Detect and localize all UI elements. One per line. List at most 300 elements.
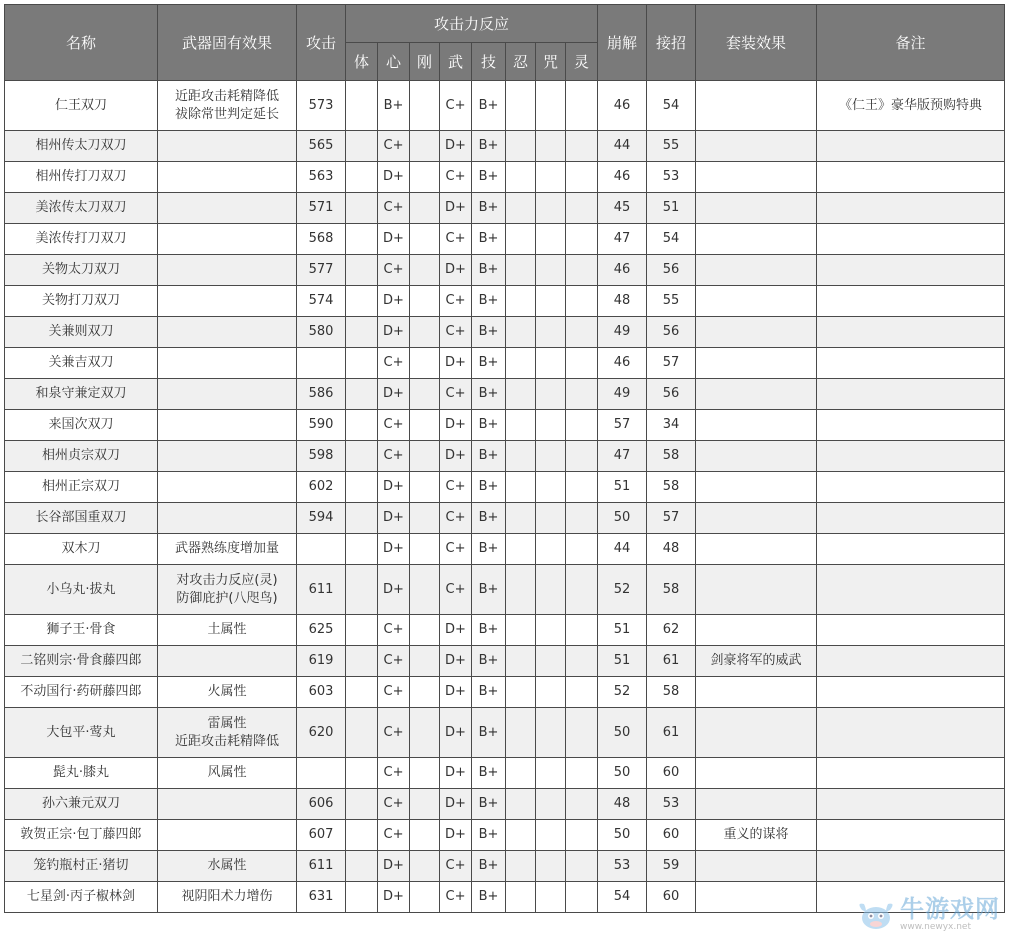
table-row	[5, 851, 1005, 882]
weapon-effect	[158, 81, 297, 131]
stat-grade	[410, 379, 440, 410]
break-value: 50	[598, 758, 647, 789]
table-row	[5, 472, 1005, 503]
header-parry: 接招	[647, 5, 696, 81]
stat-grade	[506, 882, 536, 913]
stat-grade	[506, 81, 536, 131]
stat-grade	[536, 677, 566, 708]
stat-grade	[346, 193, 378, 224]
note	[817, 286, 1005, 317]
effect-line: 视阴阳术力增伤	[181, 889, 273, 904]
stat-grade: B+	[472, 317, 506, 348]
weapon-name: 双木刀	[5, 534, 158, 565]
stat-grade: C+	[378, 615, 410, 646]
stat-grade	[506, 565, 536, 615]
stat-grade: C+	[440, 851, 472, 882]
stat-grade	[566, 851, 598, 882]
note	[817, 162, 1005, 193]
stat-grade	[566, 162, 598, 193]
stat-grade	[506, 534, 536, 565]
stat-grade: B+	[472, 615, 506, 646]
note	[817, 789, 1005, 820]
parry-value: 55	[647, 286, 696, 317]
stat-grade	[506, 472, 536, 503]
parry-value: 59	[647, 851, 696, 882]
stat-grade	[536, 348, 566, 379]
attack-value: 625	[297, 615, 346, 646]
break-value: 47	[598, 224, 647, 255]
table-row	[5, 193, 1005, 224]
stat-grade	[536, 162, 566, 193]
table-row	[5, 131, 1005, 162]
stat-grade: D+	[378, 224, 410, 255]
weapon-name: 大包平·莺丸	[5, 708, 158, 758]
note	[817, 348, 1005, 379]
stat-grade	[566, 758, 598, 789]
stat-grade: D+	[440, 131, 472, 162]
table-row	[5, 534, 1005, 565]
note	[817, 820, 1005, 851]
stat-grade	[506, 758, 536, 789]
break-value: 51	[598, 646, 647, 677]
stat-grade: D+	[440, 193, 472, 224]
weapon-name: 来国次双刀	[5, 410, 158, 441]
stat-grade	[506, 503, 536, 534]
note	[817, 410, 1005, 441]
break-value: 57	[598, 410, 647, 441]
weapon-effect	[158, 162, 297, 193]
stat-grade	[410, 646, 440, 677]
break-value: 51	[598, 615, 647, 646]
note	[817, 758, 1005, 789]
table-row	[5, 758, 1005, 789]
weapon-name: 关兼吉双刀	[5, 348, 158, 379]
effect-line: 武器熟练度增加量	[174, 541, 279, 556]
attack-value	[297, 348, 346, 379]
note	[817, 677, 1005, 708]
set-effect	[696, 758, 817, 789]
stat-grade	[346, 162, 378, 193]
stat-grade	[506, 255, 536, 286]
stat-grade	[566, 534, 598, 565]
effect-line: 对攻击力反应(灵)	[176, 572, 278, 588]
stat-grade	[410, 677, 440, 708]
stat-grade	[536, 379, 566, 410]
stat-grade: B+	[472, 162, 506, 193]
weapon-name: 孙六兼元双刀	[5, 789, 158, 820]
set-effect	[696, 379, 817, 410]
attack-value: 594	[297, 503, 346, 534]
weapon-name: 髭丸·膝丸	[5, 758, 158, 789]
stat-grade: C+	[440, 286, 472, 317]
weapon-name: 相州传打刀双刀	[5, 162, 158, 193]
effect-line: 风属性	[207, 765, 247, 780]
break-value: 52	[598, 565, 647, 615]
effect-line: 祓除常世判定延长	[174, 106, 279, 122]
stat-grade	[566, 820, 598, 851]
stat-grade	[536, 646, 566, 677]
table-row	[5, 820, 1005, 851]
weapon-effect	[158, 646, 297, 677]
stat-grade: C+	[440, 379, 472, 410]
weapon-effect	[158, 286, 297, 317]
stat-grade	[506, 317, 536, 348]
stat-grade	[410, 615, 440, 646]
break-value: 50	[598, 820, 647, 851]
stat-grade: B+	[472, 677, 506, 708]
weapon-name: 关物太刀双刀	[5, 255, 158, 286]
weapon-effect	[158, 255, 297, 286]
stat-grade: D+	[378, 286, 410, 317]
weapon-effect	[158, 472, 297, 503]
stat-grade	[566, 410, 598, 441]
stat-grade	[536, 472, 566, 503]
stat-grade: D+	[440, 410, 472, 441]
set-effect	[696, 789, 817, 820]
set-effect	[696, 677, 817, 708]
stat-grade: B+	[472, 286, 506, 317]
stat-grade: B+	[472, 441, 506, 472]
header-stat: 体	[346, 43, 378, 81]
attack-value: 573	[297, 81, 346, 131]
stat-grade: B+	[472, 255, 506, 286]
table-header	[5, 5, 1005, 81]
stat-grade	[566, 286, 598, 317]
parry-value: 62	[647, 615, 696, 646]
stat-grade: B+	[378, 81, 410, 131]
attack-value: 611	[297, 565, 346, 615]
effect-line: 雷属性	[207, 715, 247, 731]
set-effect	[696, 565, 817, 615]
stat-grade	[410, 882, 440, 913]
header-break: 崩解	[598, 5, 647, 81]
parry-value: 56	[647, 317, 696, 348]
attack-value: 574	[297, 286, 346, 317]
break-value: 45	[598, 193, 647, 224]
stat-grade: D+	[440, 441, 472, 472]
weapon-name: 笼钓瓶村正·猪切	[5, 851, 158, 882]
stat-grade	[536, 81, 566, 131]
parry-value: 56	[647, 255, 696, 286]
stat-grade	[566, 646, 598, 677]
stat-grade	[346, 789, 378, 820]
stat-grade: D+	[440, 708, 472, 758]
stat-grade: C+	[440, 882, 472, 913]
attack-value: 602	[297, 472, 346, 503]
watermark	[854, 896, 1000, 932]
set-effect	[696, 286, 817, 317]
header-reaction: 攻击力反应	[346, 5, 598, 43]
set-effect	[696, 348, 817, 379]
weapon-name: 二铭则宗·骨食藤四郎	[5, 646, 158, 677]
stat-grade	[346, 224, 378, 255]
note	[817, 379, 1005, 410]
note	[817, 708, 1005, 758]
stat-grade: D+	[440, 646, 472, 677]
table-row	[5, 677, 1005, 708]
stat-grade: B+	[472, 131, 506, 162]
stat-grade	[346, 131, 378, 162]
weapon-effect	[158, 758, 297, 789]
stat-grade	[536, 851, 566, 882]
stat-grade	[506, 789, 536, 820]
set-effect	[696, 317, 817, 348]
table-row	[5, 615, 1005, 646]
stat-grade	[506, 615, 536, 646]
weapon-name: 关兼则双刀	[5, 317, 158, 348]
attack-value: 620	[297, 708, 346, 758]
set-effect	[696, 851, 817, 882]
set-effect	[696, 882, 817, 913]
stat-grade	[536, 255, 566, 286]
stat-grade: B+	[472, 81, 506, 131]
stat-grade: C+	[378, 708, 410, 758]
parry-value: 53	[647, 789, 696, 820]
parry-value: 61	[647, 708, 696, 758]
stat-grade: D+	[378, 565, 410, 615]
stat-grade	[506, 162, 536, 193]
stat-grade	[410, 472, 440, 503]
stat-grade: C+	[378, 193, 410, 224]
break-value: 50	[598, 503, 647, 534]
attack-value: 568	[297, 224, 346, 255]
stat-grade: B+	[472, 503, 506, 534]
parry-value: 60	[647, 882, 696, 913]
weapon-effect	[158, 677, 297, 708]
stat-grade: C+	[378, 646, 410, 677]
stat-grade	[536, 224, 566, 255]
stat-grade	[566, 565, 598, 615]
stat-grade	[566, 317, 598, 348]
set-effect	[696, 224, 817, 255]
attack-value: 603	[297, 677, 346, 708]
stat-grade	[346, 472, 378, 503]
parry-value: 60	[647, 758, 696, 789]
parry-value: 53	[647, 162, 696, 193]
stat-grade	[536, 615, 566, 646]
weapon-name: 美浓传打刀双刀	[5, 224, 158, 255]
set-effect	[696, 193, 817, 224]
attack-value: 606	[297, 789, 346, 820]
stat-grade: B+	[472, 534, 506, 565]
stat-grade	[566, 379, 598, 410]
stat-grade	[346, 708, 378, 758]
break-value: 51	[598, 472, 647, 503]
set-effect	[696, 615, 817, 646]
stat-grade: C+	[440, 503, 472, 534]
stat-grade	[410, 851, 440, 882]
stat-grade	[536, 565, 566, 615]
note	[817, 646, 1005, 677]
stat-grade	[346, 820, 378, 851]
weapon-effect	[158, 565, 297, 615]
stat-grade	[410, 81, 440, 131]
stat-grade: C+	[378, 410, 410, 441]
stat-grade: D+	[440, 758, 472, 789]
header-stat: 武	[440, 43, 472, 81]
table-row	[5, 789, 1005, 820]
stat-grade	[410, 131, 440, 162]
table-row	[5, 379, 1005, 410]
effect-line: 水属性	[207, 858, 247, 873]
stat-grade	[346, 81, 378, 131]
stat-grade	[566, 708, 598, 758]
parry-value: 54	[647, 224, 696, 255]
set-effect: 重义的谋将	[696, 820, 817, 851]
stat-grade: D+	[378, 162, 410, 193]
stat-grade	[566, 255, 598, 286]
parry-value: 58	[647, 565, 696, 615]
weapon-effect	[158, 131, 297, 162]
attack-value: 577	[297, 255, 346, 286]
effect-line: 近距攻击耗精降低	[174, 733, 279, 749]
break-value: 53	[598, 851, 647, 882]
table-row	[5, 255, 1005, 286]
stat-grade	[506, 646, 536, 677]
stat-grade: B+	[472, 193, 506, 224]
weapon-effect	[158, 503, 297, 534]
stat-grade	[346, 255, 378, 286]
header-stat: 心	[378, 43, 410, 81]
stat-grade	[410, 317, 440, 348]
stat-grade	[536, 286, 566, 317]
parry-value: 58	[647, 677, 696, 708]
stat-grade: D+	[378, 503, 410, 534]
break-value: 46	[598, 255, 647, 286]
stat-grade: C+	[378, 758, 410, 789]
header-note: 备注	[817, 5, 1005, 81]
table-row	[5, 441, 1005, 472]
stat-grade: C+	[440, 317, 472, 348]
stat-grade	[410, 565, 440, 615]
stat-grade: B+	[472, 789, 506, 820]
break-value: 46	[598, 162, 647, 193]
stat-grade	[506, 820, 536, 851]
break-value: 50	[598, 708, 647, 758]
stat-grade	[410, 820, 440, 851]
break-value: 46	[598, 81, 647, 131]
weapon-effect	[158, 441, 297, 472]
stat-grade	[410, 534, 440, 565]
break-value: 46	[598, 348, 647, 379]
parry-value: 58	[647, 472, 696, 503]
weapon-effect	[158, 708, 297, 758]
weapon-name: 小乌丸·拔丸	[5, 565, 158, 615]
stat-grade: D+	[378, 534, 410, 565]
watermark-url: www.newyx.net	[900, 922, 972, 932]
weapon-name: 美浓传太刀双刀	[5, 193, 158, 224]
stat-grade: B+	[472, 646, 506, 677]
stat-grade	[536, 441, 566, 472]
attack-value	[297, 534, 346, 565]
attack-value: 580	[297, 317, 346, 348]
stat-grade	[506, 193, 536, 224]
stat-grade	[506, 708, 536, 758]
weapon-name: 关物打刀双刀	[5, 286, 158, 317]
set-effect	[696, 441, 817, 472]
stat-grade	[566, 81, 598, 131]
set-effect	[696, 410, 817, 441]
stat-grade: D+	[440, 820, 472, 851]
note	[817, 503, 1005, 534]
note	[817, 317, 1005, 348]
weapon-name: 仁王双刀	[5, 81, 158, 131]
stat-grade	[506, 224, 536, 255]
stat-grade	[536, 317, 566, 348]
stat-grade	[536, 789, 566, 820]
table-row	[5, 503, 1005, 534]
table-row	[5, 646, 1005, 677]
header-stat: 咒	[536, 43, 566, 81]
weapon-effect	[158, 851, 297, 882]
stat-grade	[506, 410, 536, 441]
table-row	[5, 565, 1005, 615]
parry-value: 51	[647, 193, 696, 224]
stat-grade: B+	[472, 758, 506, 789]
note	[817, 472, 1005, 503]
attack-value: 586	[297, 379, 346, 410]
note	[817, 565, 1005, 615]
table-row	[5, 224, 1005, 255]
stat-grade	[536, 131, 566, 162]
weapon-name: 和泉守兼定双刀	[5, 379, 158, 410]
attack-value: 611	[297, 851, 346, 882]
parry-value: 34	[647, 410, 696, 441]
stat-grade	[566, 441, 598, 472]
stat-grade	[536, 534, 566, 565]
parry-value: 60	[647, 820, 696, 851]
set-effect	[696, 708, 817, 758]
parry-value: 55	[647, 131, 696, 162]
stat-grade	[566, 615, 598, 646]
parry-value: 57	[647, 503, 696, 534]
watermark-text: 牛游戏网	[900, 895, 1000, 923]
note	[817, 534, 1005, 565]
bull-mascot-icon	[854, 896, 898, 932]
header-stat: 忍	[506, 43, 536, 81]
table-row	[5, 162, 1005, 193]
set-effect	[696, 255, 817, 286]
break-value: 48	[598, 286, 647, 317]
break-value: 52	[598, 677, 647, 708]
set-effect	[696, 131, 817, 162]
attack-value: 631	[297, 882, 346, 913]
stat-grade: D+	[378, 851, 410, 882]
header-effect: 武器固有效果	[158, 5, 297, 81]
stat-grade	[346, 882, 378, 913]
table-body	[5, 81, 1005, 913]
stat-grade	[410, 162, 440, 193]
stat-grade: D+	[440, 789, 472, 820]
stat-grade	[410, 758, 440, 789]
weapon-effect	[158, 789, 297, 820]
weapon-effect	[158, 534, 297, 565]
stat-grade: C+	[440, 472, 472, 503]
parry-value: 48	[647, 534, 696, 565]
set-effect: 剑豪将军的威武	[696, 646, 817, 677]
stat-grade	[410, 224, 440, 255]
stat-grade: C+	[378, 677, 410, 708]
weapon-effect	[158, 348, 297, 379]
stat-grade	[410, 255, 440, 286]
effect-line: 火属性	[207, 684, 247, 699]
stat-grade: C+	[378, 348, 410, 379]
weapon-name: 七星剑·丙子椒林剑	[5, 882, 158, 913]
stat-grade	[536, 708, 566, 758]
note	[817, 193, 1005, 224]
stat-grade	[506, 379, 536, 410]
set-effect	[696, 534, 817, 565]
